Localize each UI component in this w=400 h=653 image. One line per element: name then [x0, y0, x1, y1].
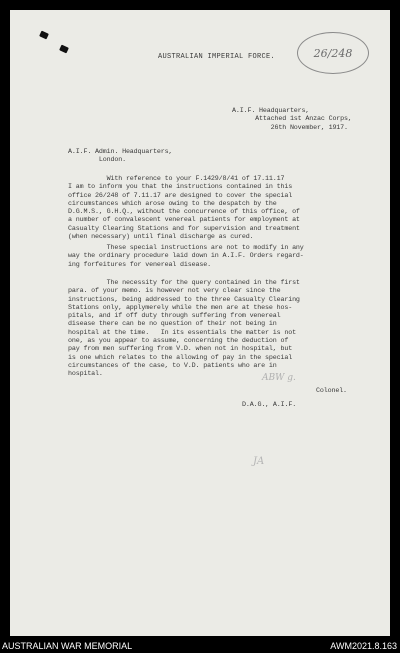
sender-address: A.I.F. Headquarters, Attached 1st Anzac Corps, 26th November, 1917. [232, 107, 352, 132]
file-reference-stamp: 26/248 [297, 32, 369, 74]
body-paragraph-2: These special instructions are not to modify in any way the ordinary procedure laid down in A.I.F. Orders regard- ing forfeitures for venereal disease. [68, 244, 304, 269]
document-sheet [10, 10, 390, 636]
handwritten-initials: JA [253, 456, 265, 467]
punch-hole-mark [59, 45, 69, 54]
signatory-title: D.A.G., A.I.F. [242, 401, 297, 409]
punch-hole-mark [39, 31, 49, 40]
footer-accession-number: AWM2021.8.163 [330, 641, 397, 651]
recipient-address: A.I.F. Admin. Headquarters, London. [68, 148, 173, 165]
body-paragraph-3: The necessity for the query contained in the first para. of your memo. is however not very clear since the instructions, being addressed to the three Casualty Clearing Stations only, applymerely while the men are at these hos- pitals, and if off duty through suffering from venereal disease there can be no question of their not being in hospital at the time. In its essentials the matter is not one, as you appear to assume, concerning the deduction of pay from men suffering from V.D. when not in hospital, but is one which relates to the allowing of pay in the special circumstances of the case, to V.D. patients who are in hospital. [68, 279, 300, 379]
footer-bar [0, 637, 400, 653]
document-header: AUSTRALIAN IMPERIAL FORCE. [158, 53, 276, 61]
footer-institution: AUSTRALIAN WAR MEMORIAL [2, 641, 133, 651]
body-paragraph-1: With reference to your F.1429/8/41 of 17.11.17 I am to inform you that the instructions contained in this office 26/248 of 7.11.17 are designed to cover the special circumstances which arose owing to the despatch by the D.G.M.S., G.H.Q., without the concurrence of this office, of a number of convalescent venereal patients for employment at Casualty Clearing Stations and for supervision and treatment (when necessary) until final discharge as cured. [68, 175, 300, 242]
handwritten-signature: ABW g. [262, 373, 296, 383]
signatory-rank: Colonel. [316, 387, 347, 395]
